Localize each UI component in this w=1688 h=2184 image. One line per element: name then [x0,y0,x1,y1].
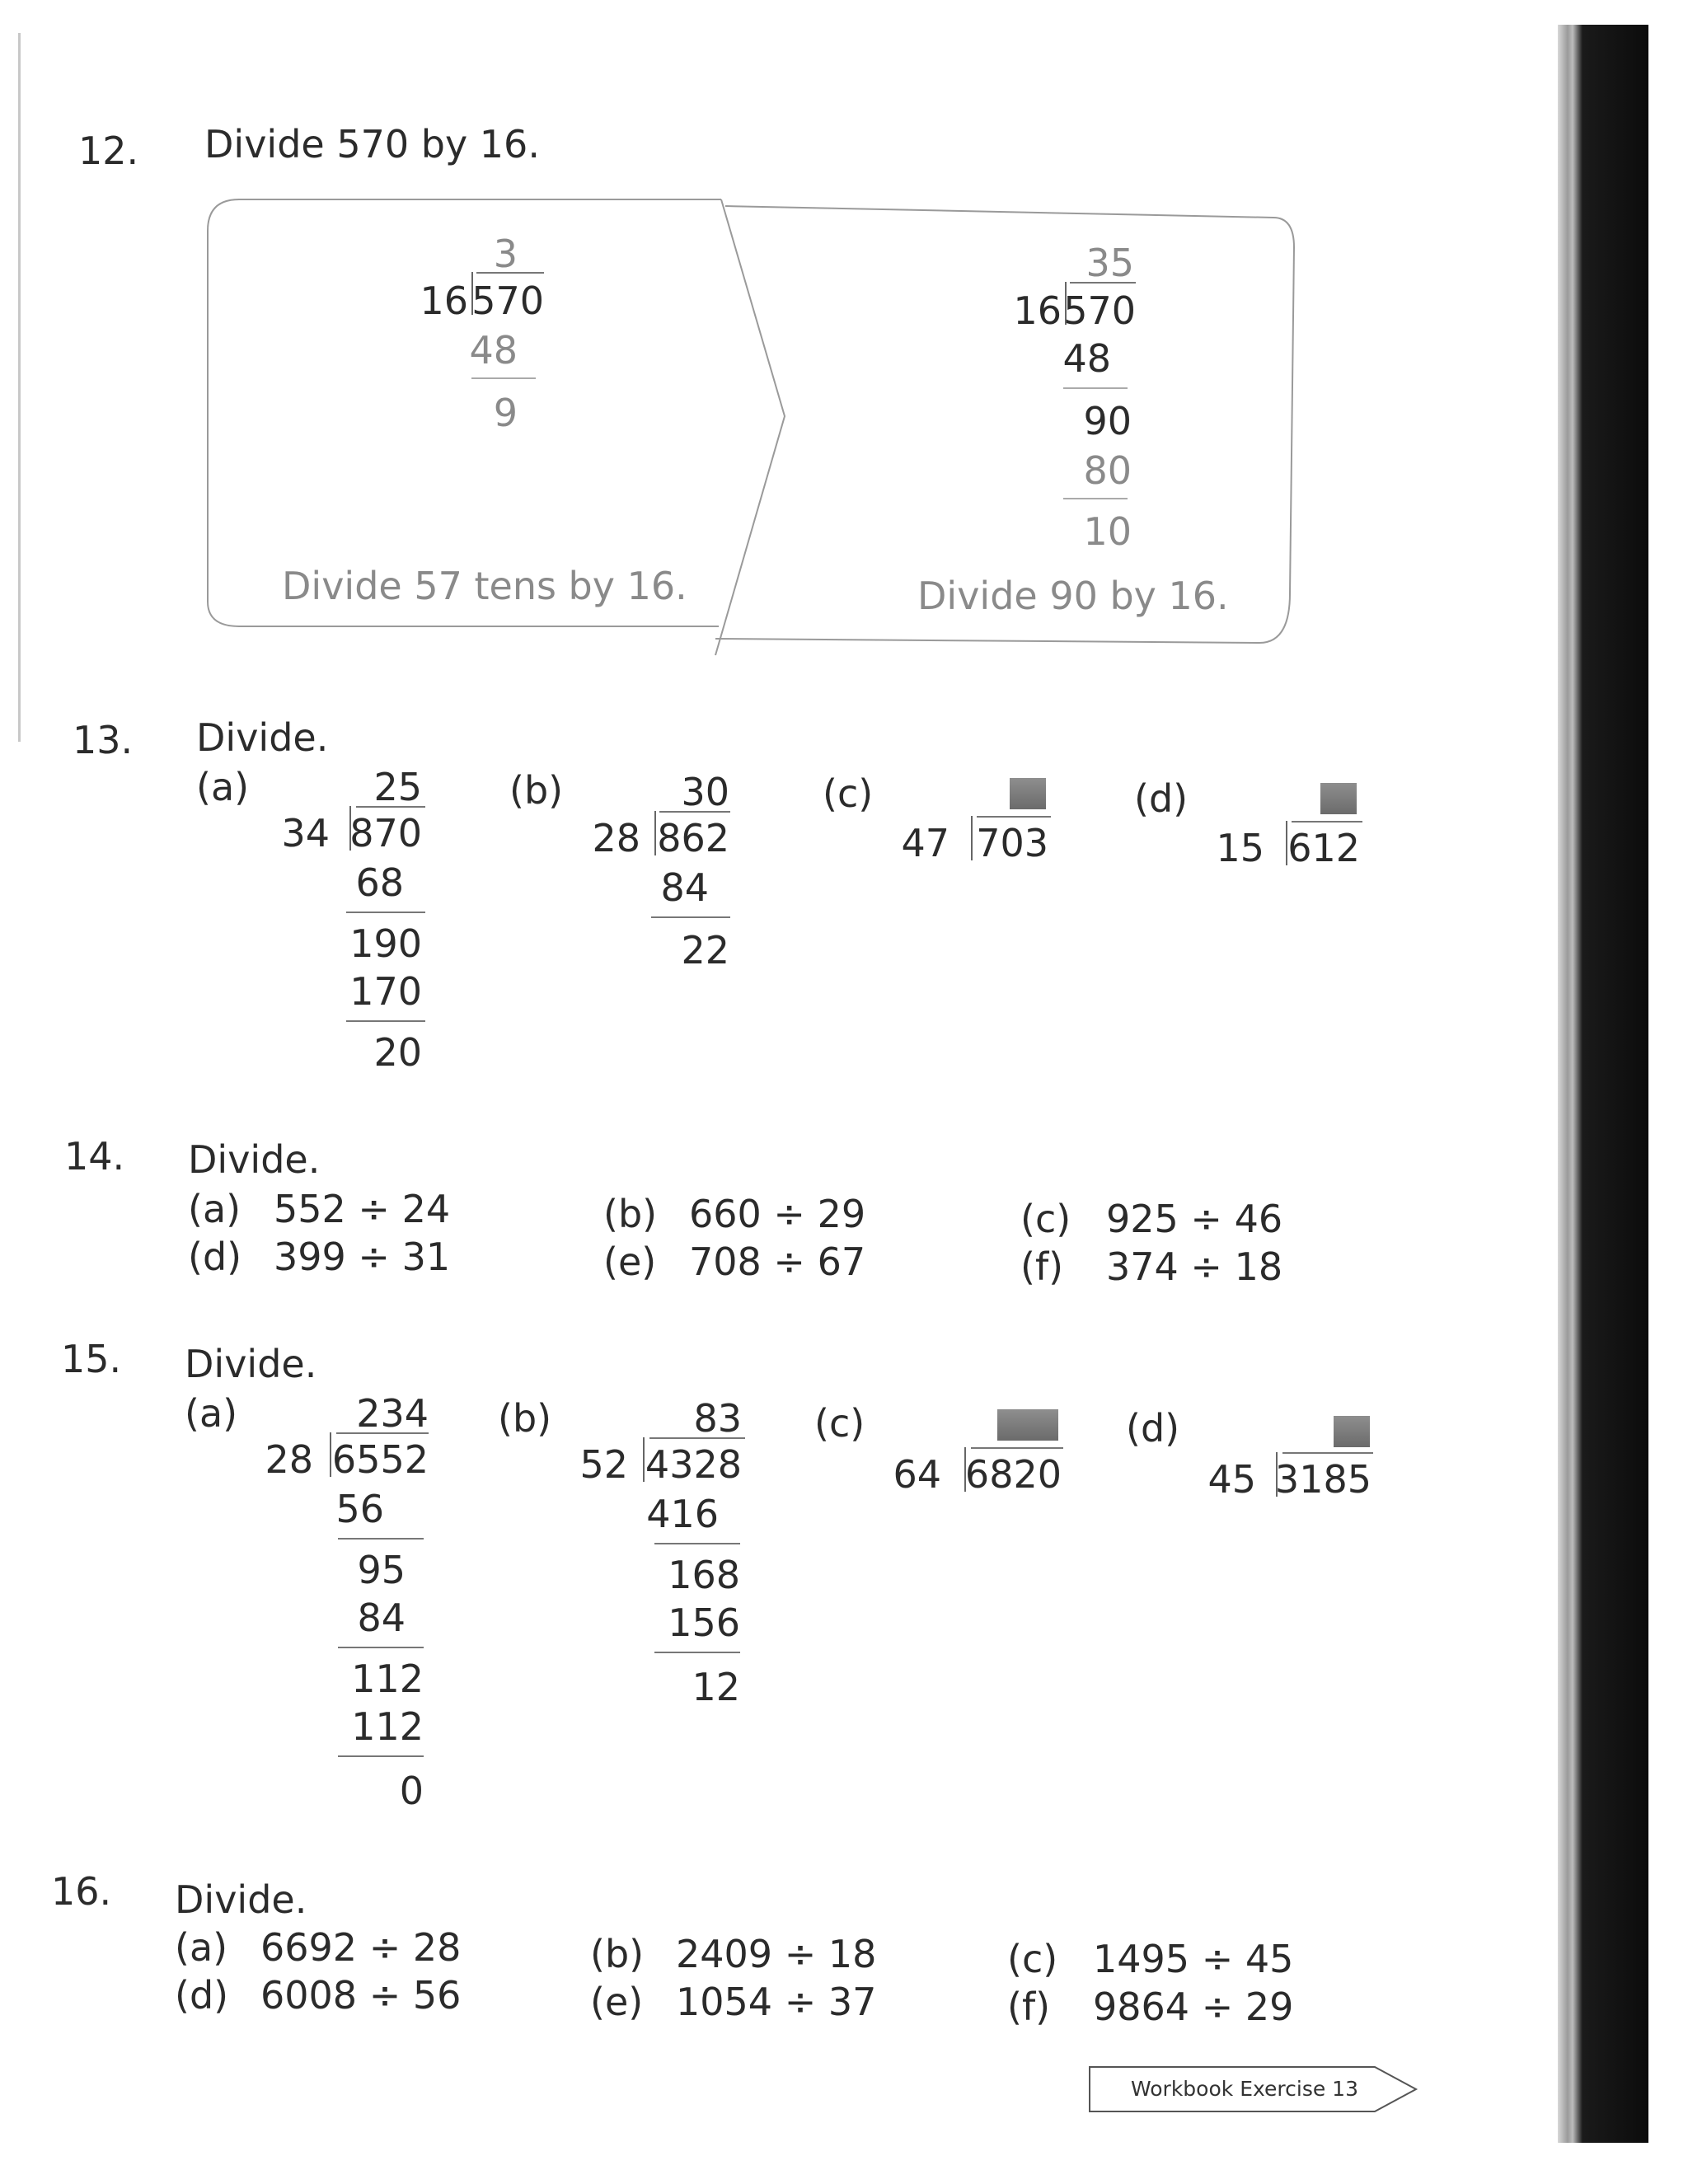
q13d-label: (d) [1134,776,1189,821]
q15a-step-1: 56 [335,1487,384,1531]
q13a-dividend: 870 [349,811,422,855]
q13c-dividend: 703 [976,821,1048,865]
q13b-quotient: 30 [681,770,729,814]
q13c-label: (c) [823,771,874,816]
q16a-expression: 6692 ÷ 28 [260,1925,462,1970]
q13-number: 13. [73,718,134,762]
q16f-expression: 9864 ÷ 29 [1093,1985,1294,2029]
q15b-subtract-line-1 [654,1543,740,1544]
q16-title: Divide. [175,1877,307,1922]
q13b-dividend: 862 [657,816,729,860]
q14b-label: (b) [603,1192,658,1236]
q12-right-dividend: 570 [1063,288,1136,333]
q15a-subtract-line-3 [338,1755,424,1757]
q16d-expression: 6008 ÷ 56 [260,1973,462,2018]
q15b-vinculum [649,1437,745,1439]
q12-right-divisor: 16 [1013,288,1062,333]
q12-left-vinculum [476,272,544,274]
q14d-label: (d) [188,1235,242,1279]
q13c-divisor: 47 [901,821,950,865]
q14f-expression: 374 ÷ 18 [1106,1244,1283,1289]
q15b-divisor: 52 [579,1442,628,1487]
q12-left-remainder: 9 [493,391,518,435]
q15a-quotient: 234 [356,1391,429,1436]
q13d-answer-box [1320,783,1357,814]
q13d-divisor: 15 [1216,826,1264,870]
q13-title: Divide. [196,715,329,760]
q12-number: 12. [78,129,139,173]
q15c-divisor: 64 [893,1452,941,1497]
q14e-expression: 708 ÷ 67 [689,1240,866,1284]
q15-number: 15. [61,1337,122,1381]
q16b-expression: 2409 ÷ 18 [676,1932,877,1976]
q15d-answer-box [1334,1416,1370,1447]
q12-left-dividend: 570 [471,279,544,323]
q12-left-quotient: 3 [493,232,518,276]
q15a-vinculum [336,1432,429,1434]
q15a-step-2: 95 [357,1548,406,1592]
q13d-dividend: 612 [1287,826,1360,870]
q12-arrow-divider [715,199,785,655]
q14a-expression: 552 ÷ 24 [274,1187,451,1231]
q13a-step-3: 170 [349,969,422,1014]
q15b-label: (b) [498,1396,552,1441]
q15a-subtract-line-1 [338,1538,424,1540]
q15c-answer-box [997,1409,1058,1441]
q13a-step-2: 190 [349,921,422,966]
q16e-expression: 1054 ÷ 37 [676,1980,877,2024]
q12-right-subtract-line-1 [1063,387,1128,389]
q16c-expression: 1495 ÷ 45 [1093,1937,1294,1981]
q12-right-vinculum [1070,282,1136,284]
q15a-step-3: 84 [357,1596,406,1640]
q15a-subtract-line-2 [338,1647,424,1648]
q13a-vinculum [356,806,425,808]
q14d-expression: 399 ÷ 31 [274,1235,451,1279]
q13a-step-4: 20 [373,1030,422,1075]
q15d-dividend: 3185 [1274,1457,1372,1502]
page-edge-mark [18,33,21,742]
q15b-subtract-line-2 [654,1652,740,1653]
q12-right-product-2: 80 [1083,448,1132,493]
q14c-label: (c) [1020,1197,1071,1241]
q14b-expression: 660 ÷ 29 [689,1192,866,1236]
q12-right-subtract-line-2 [1063,498,1128,499]
q15c-label: (c) [814,1401,865,1446]
q15b-step-4: 12 [692,1665,740,1709]
q13b-vinculum [659,811,730,813]
q12-left-subtract-line [471,377,536,379]
q13b-step-2: 22 [681,928,729,972]
binding-strip [1558,25,1648,2143]
q13a-subtract-line-2 [346,1020,425,1022]
q16b-label: (b) [590,1932,645,1976]
q15c-dividend: 6820 [964,1452,1062,1497]
q15d-vinculum [1282,1452,1373,1454]
q15a-step-5: 112 [351,1704,424,1749]
q12-right-remainder-2: 10 [1083,509,1132,554]
q16f-label: (f) [1007,1985,1051,2029]
q13d-vinculum [1292,821,1362,823]
q16-number: 16. [51,1869,112,1914]
q12-left-product: 48 [469,328,518,373]
q13a-label: (a) [196,765,250,809]
q14c-expression: 925 ÷ 46 [1106,1197,1283,1241]
workbook-exercise-link[interactable]: Workbook Exercise 13 [1131,2077,1358,2101]
q13c-vinculum [977,816,1051,818]
q12-right-quotient: 35 [1085,241,1134,285]
q14-title: Divide. [188,1137,321,1182]
q13b-subtract-line-1 [651,916,730,918]
q16a-label: (a) [175,1925,228,1970]
q15a-dividend: 6552 [331,1437,429,1482]
q12-left-divisor: 16 [420,279,468,323]
q15c-vinculum [971,1447,1063,1449]
q15b-step-1: 416 [646,1492,719,1536]
q15b-dividend: 4328 [645,1442,742,1487]
q13c-answer-box [1010,778,1046,809]
q13b-step-1: 84 [660,865,709,910]
q12-right-remainder-1: 90 [1083,399,1132,443]
q13a-divisor: 34 [281,811,330,855]
q15d-label: (d) [1126,1406,1180,1451]
q13a-step-1: 68 [355,860,404,905]
q14a-label: (a) [188,1187,241,1231]
q12-title: Divide 570 by 16. [204,122,540,166]
q15d-divisor: 45 [1207,1457,1256,1502]
q14f-label: (f) [1020,1244,1064,1289]
q14e-label: (e) [603,1240,657,1284]
q13b-divisor: 28 [592,816,640,860]
q16d-label: (d) [175,1973,229,2018]
q15a-label: (a) [185,1391,238,1436]
q12-right-product-1: 48 [1062,336,1111,381]
q13b-label: (b) [509,768,564,813]
q15-title: Divide. [185,1342,317,1386]
q15b-step-2: 168 [668,1553,740,1597]
q15a-step-6: 0 [399,1769,424,1813]
q15a-divisor: 28 [265,1437,313,1482]
q13a-quotient: 25 [373,765,422,809]
q16c-label: (c) [1007,1937,1058,1981]
q12-right-caption: Divide 90 by 16. [917,574,1229,618]
q16e-label: (e) [590,1980,644,2024]
q13a-subtract-line-1 [346,912,425,913]
q15a-step-4: 112 [351,1657,424,1701]
q14-number: 14. [64,1134,125,1179]
q12-left-caption: Divide 57 tens by 16. [282,564,687,608]
q15b-step-3: 156 [668,1601,740,1645]
q15b-quotient: 83 [693,1396,742,1441]
